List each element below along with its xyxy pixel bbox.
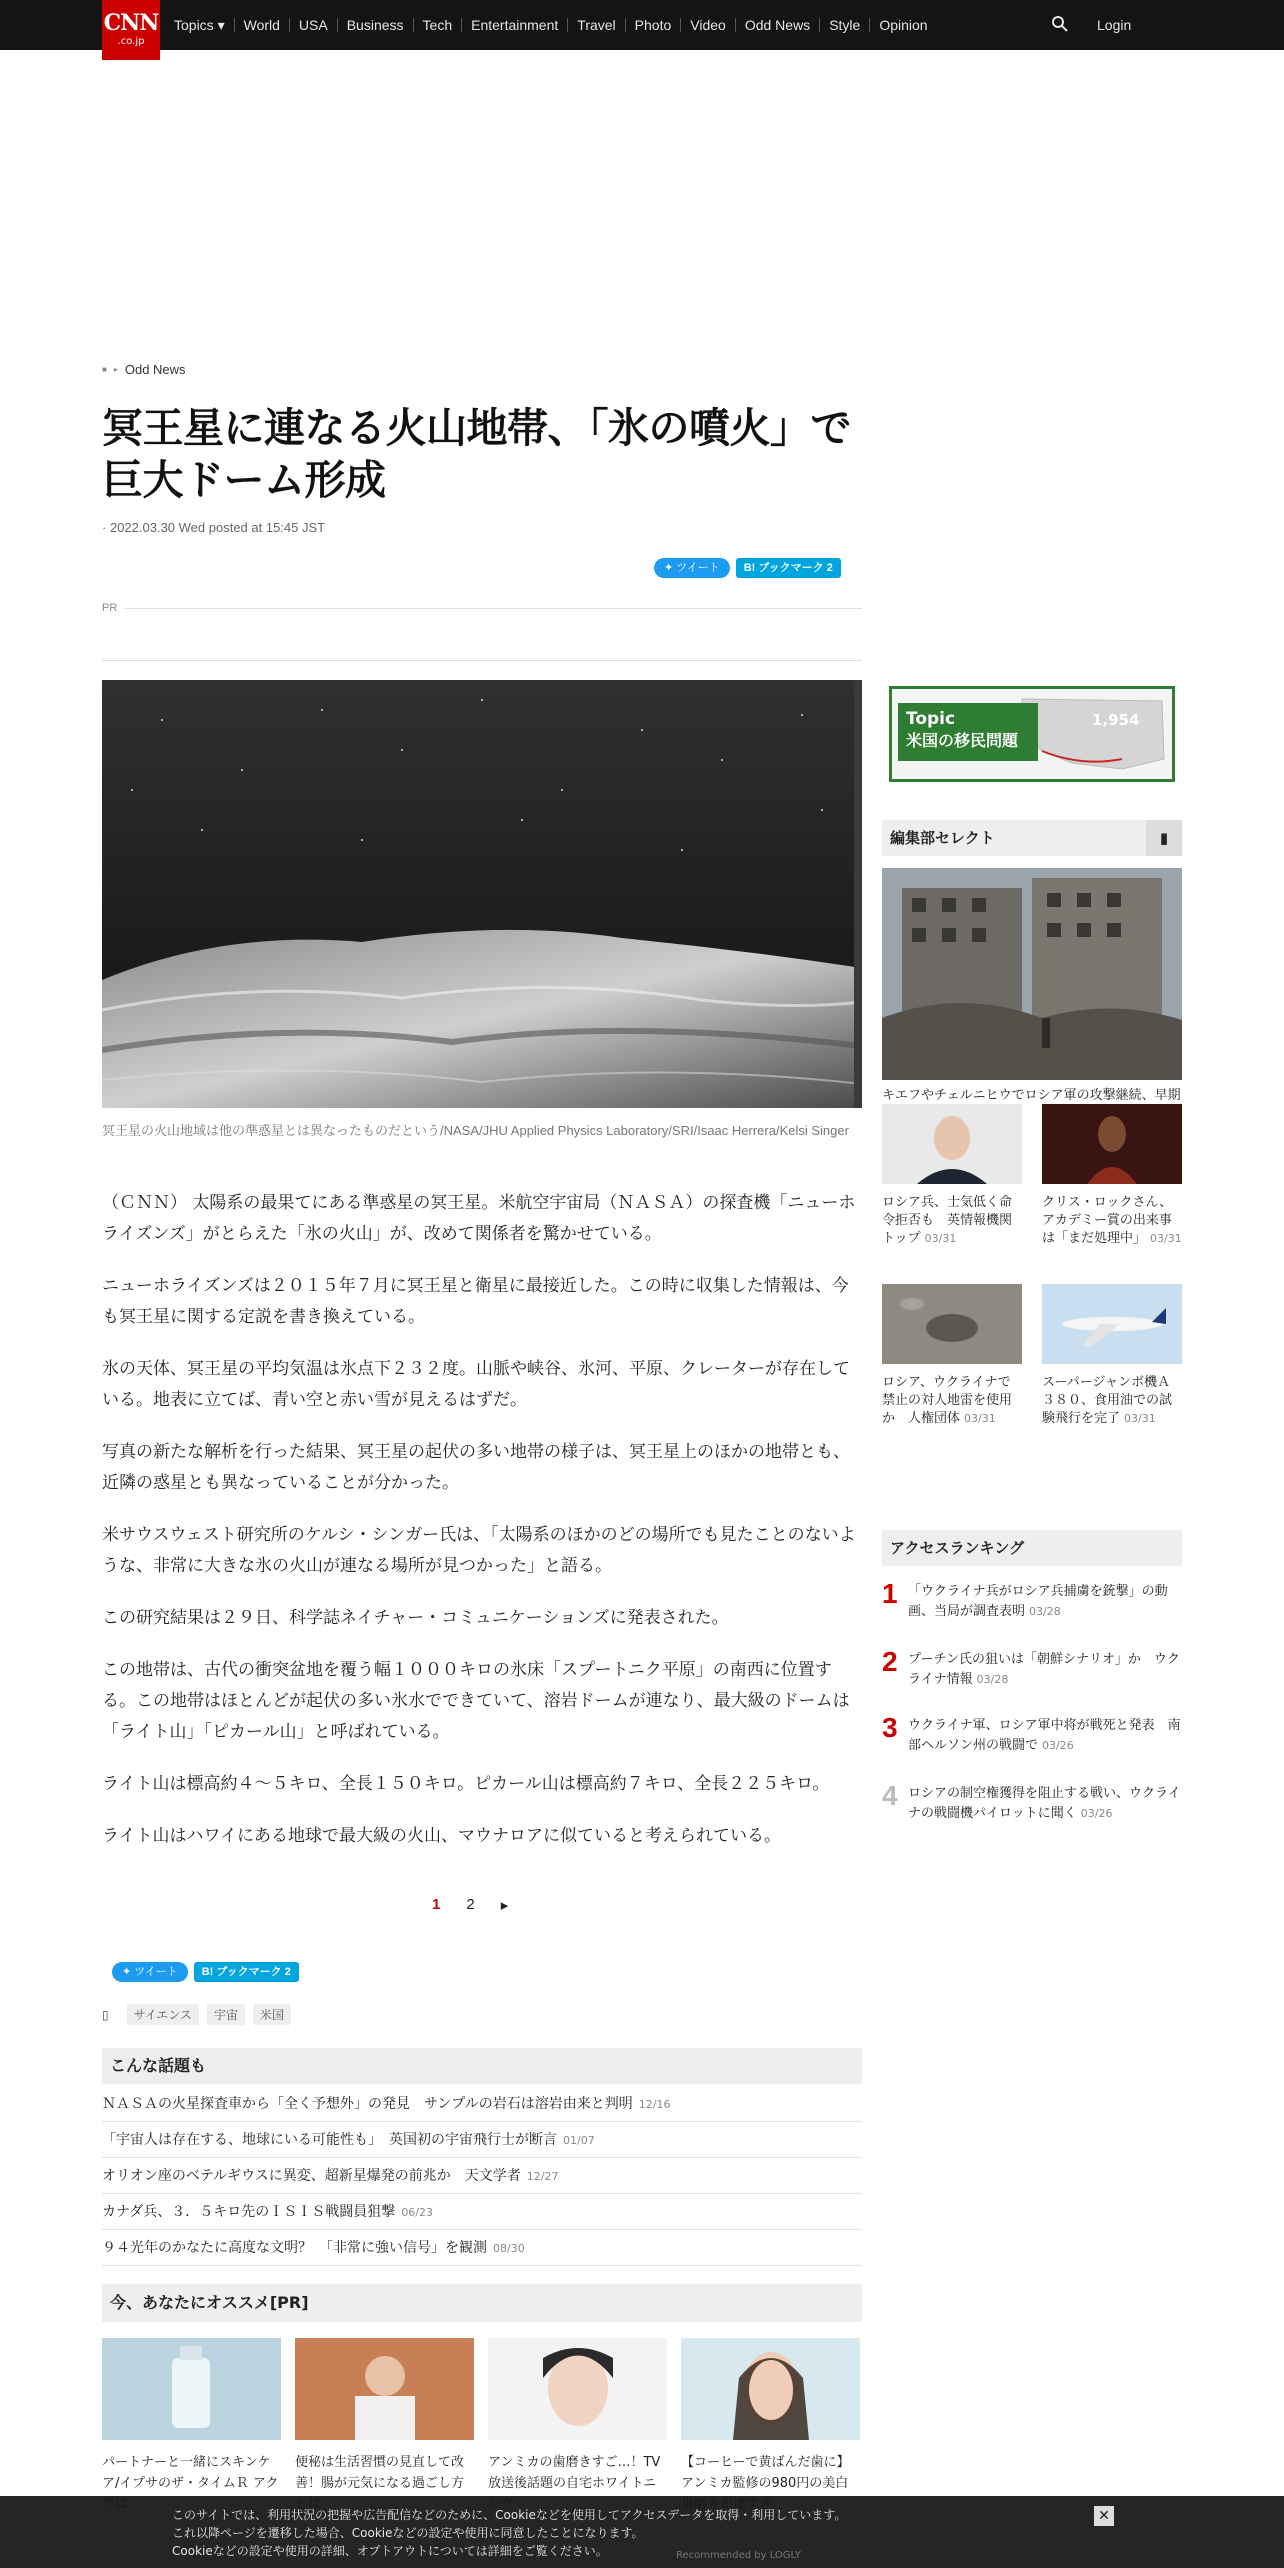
- divider-line: [125, 608, 862, 609]
- hatena-count: 2: [284, 1966, 291, 1978]
- destroyed-building-image[interactable]: [882, 868, 1182, 1080]
- nav-item-photo[interactable]: Photo: [625, 18, 681, 32]
- body-paragraph: （ＣＮＮ） 太陽系の最果てにある準惑星の冥王星。米航空宇宙局（ＮＡＳＡ）の探査機「ニューホライズンズ」がとらえた「氷の火山」が、改めて関係者を驚かせている。: [102, 1193, 856, 1244]
- pluto-surface-photo: [102, 680, 862, 1108]
- nav-item-usa[interactable]: USA: [289, 18, 337, 32]
- nav-item-travel[interactable]: Travel: [567, 18, 624, 32]
- editors-card-date: 03/31: [1124, 1412, 1156, 1425]
- tag-science[interactable]: サイエンス: [127, 2004, 199, 2025]
- article-date: [102, 520, 325, 535]
- nav-item-world[interactable]: World: [234, 18, 289, 32]
- topic-title: 米国の移民問題: [906, 731, 1019, 750]
- recommend-card[interactable]: [681, 2338, 860, 2515]
- hatena-bookmark-button[interactable]: [194, 1962, 299, 1982]
- tweet-label: ツイート: [134, 1966, 178, 1978]
- share-buttons-top: [654, 558, 841, 578]
- related-item[interactable]: [102, 2122, 862, 2158]
- editors-card-caption: [1042, 1374, 1182, 1428]
- cookie-line: Cookieなどの設定や使用の詳細、オプトアウトについては詳細をご覧ください。: [172, 2544, 608, 2558]
- editors-card-caption: [882, 1194, 1022, 1248]
- airbus-a380-image: [1042, 1284, 1182, 1364]
- ranking-title: アクセスランキング: [890, 1539, 1025, 1557]
- share-buttons-bottom: [112, 1962, 299, 1982]
- body-paragraph: 氷の天体、冥王星の平均気温は氷点下２３２度。山脈や峡谷、氷河、平原、クレーターが存在している。地表に立てば、青い空と赤い雪が見えるはずだ。: [102, 1359, 850, 1410]
- ranking-title-text: プーチン氏の狙いは「朝鮮シナリオ」か ウクライナ情報: [908, 1652, 1180, 1687]
- topic-label: [898, 703, 1038, 761]
- logo-main-text: CNN: [103, 10, 159, 36]
- smiling-woman-image: [488, 2338, 667, 2440]
- logo-sub-text: .co.jp: [117, 36, 145, 47]
- tag-space[interactable]: 宇宙: [207, 2004, 245, 2025]
- ranking-heading: [882, 1530, 1182, 1566]
- related-date: 06/23: [401, 2206, 434, 2219]
- chevron-right-icon: ▸: [113, 365, 118, 374]
- ranking-item[interactable]: [882, 1782, 1182, 1824]
- cookie-line: このサイトでは、利用状況の把握や広告配信などのために、Cookieなどを使用してアクセスデータを取得・利用しています。: [172, 2508, 847, 2522]
- topic-banner[interactable]: [889, 686, 1175, 782]
- cnn-logo[interactable]: [102, 0, 160, 60]
- next-page-icon[interactable]: ▸: [500, 1897, 509, 1914]
- skincare-bottle-image: [102, 2338, 281, 2440]
- tag-list: [102, 2004, 291, 2025]
- ranking-date: 03/28: [976, 1673, 1009, 1686]
- recommend-caption: 【コーヒーで黄ばんだ歯に】アンミカ監修の980円の美白: [681, 2455, 850, 2491]
- related-title: カナダ兵、３．５キロ先のＩＳＩＳ戦闘員狙撃: [102, 2204, 396, 2220]
- search-icon[interactable]: [1050, 14, 1070, 34]
- nav-item-opinion[interactable]: Opinion: [869, 18, 936, 32]
- cookie-consent-bar: [0, 2496, 1284, 2568]
- recommend-card[interactable]: [295, 2338, 474, 2515]
- recommend-card[interactable]: [488, 2338, 667, 2515]
- related-title: ＮＡＳＡの火星探査車から「全く予想外」の発見 サンプルの岩石は溶岩由来と判明: [102, 2096, 633, 2112]
- nav-item-business[interactable]: Business: [337, 18, 413, 32]
- ranking-title-text: ロシアの制空権獲得を阻止する戦い、ウクライナの戦闘機パイロットに聞く: [908, 1786, 1181, 1821]
- home-icon[interactable]: ■: [102, 365, 107, 374]
- ranking-item[interactable]: [882, 1714, 1182, 1756]
- recommend-caption: パートナーと一緒にスキンケア/イプサのザ・タイムＲ アク: [102, 2455, 279, 2491]
- article-body: [102, 1188, 862, 1873]
- pr-divider: [102, 602, 862, 614]
- body-paragraph: ニューホライズンズは２０１５年７月に冥王星と衛星に最接近した。この時に収集した情報は、今も冥王星に関する定説を書き換えている。: [102, 1276, 849, 1327]
- page-1-link[interactable]: 1: [432, 1896, 441, 1913]
- editors-card-date: 03/31: [964, 1412, 996, 1425]
- related-item[interactable]: [102, 2230, 862, 2266]
- editors-card[interactable]: [882, 1104, 1022, 1248]
- hatena-label: B! ブックマーク: [201, 1966, 282, 1978]
- tag-icon: ▯: [102, 2007, 109, 2022]
- ranking-number: 4: [882, 1780, 898, 1811]
- ranking-date: 03/28: [1029, 1605, 1061, 1618]
- recommend-card[interactable]: [102, 2338, 281, 2515]
- close-icon[interactable]: ✕: [1094, 2506, 1114, 2526]
- map-value: 1,954: [1092, 711, 1140, 729]
- clock-icon: ·: [102, 520, 107, 535]
- nav-item-tech[interactable]: Tech: [413, 18, 462, 32]
- recommend-heading: 今、あなたにオススメ[PR]: [102, 2284, 862, 2322]
- article-title: 冥王星に連なる火山地帯、「氷の噴火」で巨大ドーム形成: [102, 404, 851, 504]
- editors-card-date: 03/31: [924, 1232, 957, 1245]
- pr-label: PR: [102, 602, 118, 614]
- page-2-link[interactable]: 2: [466, 1896, 475, 1913]
- editors-card-caption: [1042, 1194, 1182, 1248]
- related-item[interactable]: [102, 2158, 862, 2194]
- body-paragraph: この地帯は、古代の衝突盆地を覆う幅１０００キロの氷床「スプートニク平原」の南西に位置する。この地帯はほとんどが起伏の多い氷水でできていて、溶岩ドームが連なり、最大級のドームは「ライト山」「ピカール山」と呼ばれている。: [102, 1660, 850, 1742]
- top-nav-bar: [0, 0, 1284, 50]
- ranking-item[interactable]: [882, 1648, 1182, 1690]
- editors-card[interactable]: [882, 1284, 1022, 1428]
- tag-usa[interactable]: 米国: [253, 2004, 291, 2025]
- pagination: [432, 1896, 508, 1914]
- woman-portrait-image: [681, 2338, 860, 2440]
- hatena-label: B! ブックマーク: [743, 562, 824, 574]
- cookie-line: これ以降ページを遷移した場合、Cookieなどの設定や使用に同意したことになります。: [172, 2526, 644, 2540]
- landmine-image: [882, 1284, 1022, 1364]
- editors-main-title: キエフやチェルニヒウでロシア軍の攻撃継続、早期: [882, 1088, 1181, 1103]
- breadcrumb-section[interactable]: Odd News: [124, 362, 186, 377]
- recommended-by-text: Recommended by LOGLY: [676, 2550, 801, 2561]
- related-item[interactable]: [102, 2086, 862, 2122]
- ranking-text: [908, 1648, 1182, 1690]
- related-item[interactable]: [102, 2194, 862, 2230]
- hatena-bookmark-button[interactable]: [736, 558, 841, 578]
- nav-item-odd-news[interactable]: Odd News: [735, 18, 819, 32]
- breadcrumb: [102, 362, 186, 377]
- tweet-button[interactable]: [654, 558, 730, 578]
- nav-item-style[interactable]: Style: [819, 18, 869, 32]
- ranking-text: [908, 1782, 1182, 1824]
- login-link[interactable]: Login: [1097, 17, 1132, 33]
- related-title: 「宇宙人は存在する、地球にいる可能性も」 英国初の宇宙飛行士が断言: [102, 2132, 557, 2148]
- ranking-number: 2: [882, 1646, 898, 1677]
- toggle-icon[interactable]: ▮: [1146, 820, 1182, 856]
- nav-item-topics[interactable]: Topics ▾: [174, 17, 225, 33]
- hatena-count: 2: [826, 562, 833, 574]
- recommend-caption: アンミカの歯磨きすご…！TV放送後話題の自宅ホワイトニ: [488, 2455, 661, 2491]
- related-date: 12/16: [638, 2098, 671, 2111]
- nav-item-video[interactable]: Video: [680, 18, 735, 32]
- lifestyle-photo-image: [295, 2338, 474, 2440]
- image-caption: 冥王星の火山地域は他の準惑星とは異なったものだという/NASA/JHU Applied Physics Laboratory/SRI/Isaac Herrera/Kelsi Singer: [102, 1123, 849, 1138]
- editors-card-date: 03/31: [1150, 1232, 1182, 1245]
- twitter-icon: ✦: [122, 1966, 135, 1978]
- ranking-title-text: ウクライナ軍、ロシア軍中将が戦死と発表 南部ヘルソン州の戦闘で: [908, 1718, 1181, 1753]
- ranking-date: 03/26: [1080, 1807, 1113, 1820]
- body-paragraph: この研究結果は２９日、科学誌ネイチャー・コミュニケーションズに発表された。: [102, 1608, 729, 1628]
- recommend-caption: 便秘は生活習慣の見直して改善！腸が元気になる過ごし方: [295, 2455, 465, 2491]
- editors-card-caption: [882, 1374, 1022, 1428]
- editors-select-title: 編集部セレクト: [890, 829, 995, 847]
- body-paragraph: 米サウスウェスト研究所のケルシ・シンガー氏は、「太陽系のほかのどの場所でも見たことのないような、非常に大きな氷の火山が連なる場所が見つかった」と語る。: [102, 1525, 856, 1576]
- body-paragraph: ライト山は標高約４～５キロ、全長１５０キロ。ピカール山は標高約７キロ、全長２２５キロ。: [102, 1774, 830, 1794]
- official-portrait-image: [882, 1104, 1022, 1184]
- recommend-grid: [102, 2338, 862, 2515]
- tweet-label: ツイート: [676, 562, 720, 574]
- ranking-text: [908, 1580, 1182, 1622]
- related-list: [102, 2086, 862, 2266]
- ranking-number: 3: [882, 1712, 898, 1743]
- related-date: 12/27: [526, 2170, 559, 2183]
- twitter-icon: ✦: [664, 562, 677, 574]
- body-paragraph: 写真の新たな解析を行った結果、冥王星の起伏の多い地帯の様子は、冥王星上のほかの地帯とも、近隣の惑星とも異なっていることが分かった。: [102, 1442, 850, 1493]
- related-title: ９４光年のかなたに高度な文明？ 「非常に強い信号」を観測: [102, 2240, 487, 2256]
- editors-card-title: スーパージャンボ機Ａ３８０、食用油での試験飛行を完了: [1042, 1375, 1173, 1426]
- article-date-text: 2022.03.30 Wed posted at 15:45 JST: [109, 520, 326, 535]
- nav-item-entertainment[interactable]: Entertainment: [461, 18, 567, 32]
- image-scrollbar[interactable]: [854, 680, 862, 1108]
- cookie-message: [172, 2506, 1072, 2560]
- tweet-button[interactable]: [112, 1962, 188, 1982]
- related-date: 01/07: [563, 2134, 595, 2147]
- ranking-item[interactable]: [882, 1580, 1182, 1622]
- ranking-text: [908, 1714, 1182, 1756]
- related-title: オリオン座のベテルギウスに異変、超新星爆発の前兆か 天文学者: [102, 2168, 521, 2184]
- related-heading: こんな話題も: [102, 2048, 862, 2084]
- ranking-date: 03/26: [1042, 1739, 1074, 1752]
- chris-rock-stage-image: [1042, 1104, 1182, 1184]
- divider-line: [102, 660, 862, 661]
- editors-card[interactable]: [1042, 1104, 1182, 1248]
- body-paragraph: ライト山はハワイにある地球で最大級の火山、マウナロアに似ていると考えられている。: [102, 1826, 781, 1846]
- editors-select-heading: [882, 820, 1182, 856]
- ranking-title-text: 「ウクライナ兵がロシア兵捕虜を銃撃」の動画、当局が調査表明: [908, 1584, 1168, 1619]
- editors-card-title: ロシア、ウクライナで禁止の対人地雷を使用か 人権団体: [882, 1375, 1013, 1426]
- ranking-number: 1: [882, 1578, 898, 1609]
- main-nav: [174, 0, 937, 50]
- editors-card-title: クリス・ロックさん、アカデミー賞の出来事は「まだ処理中」: [1042, 1195, 1173, 1246]
- related-date: 08/30: [493, 2242, 525, 2255]
- editors-card[interactable]: [1042, 1284, 1182, 1428]
- editors-card-title: ロシア兵、士気低く命令拒否も 英情報機関トップ: [882, 1195, 1013, 1246]
- topic-tag: Topic: [906, 709, 956, 729]
